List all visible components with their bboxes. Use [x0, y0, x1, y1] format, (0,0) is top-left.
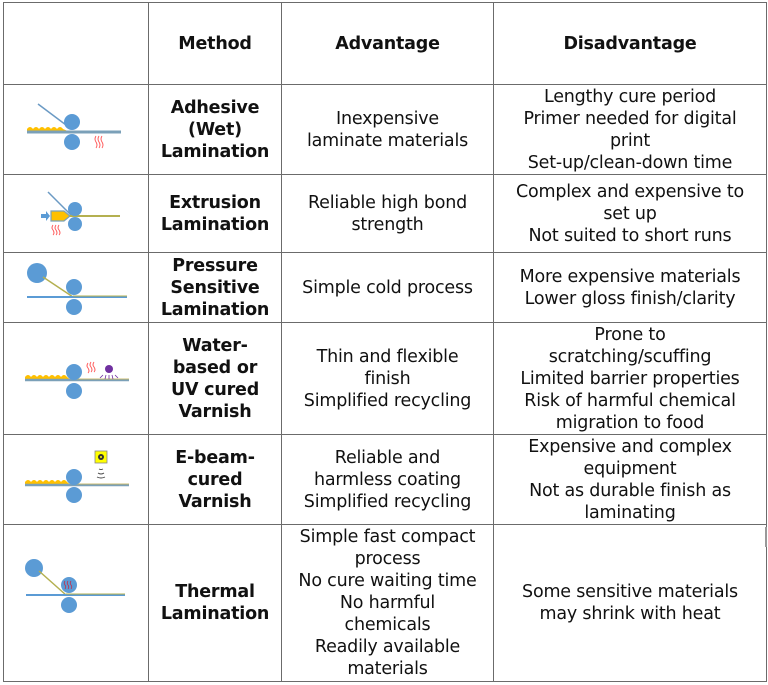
table-row: [4, 323, 767, 435]
method-cell: Adhesive (Wet) Lamination: [149, 85, 282, 175]
header-method: Method: [149, 3, 282, 85]
advantage-cell: Thin and flexible finish Simplified recycling: [282, 323, 494, 435]
disadvantage-cell: Expensive and complex equipment Not as durable finish as laminating: [494, 435, 767, 525]
method-cell: E-beam- cured Varnish: [149, 435, 282, 525]
advantage-cell: Reliable and harmless coating Simplified recycling: [282, 435, 494, 525]
disadvantage-cell: Prone to scratching/scuffing Limited barrier properties Risk of harmful chemical migration to food: [494, 323, 767, 435]
disadvantage-cell: Complex and expensive to set up Not suited to short runs: [494, 175, 767, 253]
header-disadvantage: Disadvantage: [494, 3, 767, 85]
method-cell: Extrusion Lamination: [149, 175, 282, 253]
thermal-lamination-diagram-icon: [21, 555, 131, 655]
header-advantage: Advantage: [282, 3, 494, 85]
advantage-cell: Simple cold process: [282, 253, 494, 323]
e-beam-varnish-diagram-icon: [21, 445, 131, 515]
disadvantage-cell: More expensive materials Lower gloss finish/clarity: [494, 253, 767, 323]
row-icon-cell: [4, 175, 149, 253]
row-icon-cell: [4, 85, 149, 175]
advantage-cell: Simple fast compact process No cure waiting time No harmful chemicals Readily available materials: [282, 525, 494, 682]
advantage-cell: Reliable high bond strength: [282, 175, 494, 253]
pressure-sensitive-lamination-diagram-icon: [21, 257, 131, 319]
disadvantage-cell: Lengthy cure period Primer needed for digital print Set-up/clean-down time: [494, 85, 767, 175]
row-icon-cell: [4, 323, 149, 435]
method-cell: Water- based or UV cured Varnish: [149, 323, 282, 435]
header-row: [4, 3, 767, 85]
method-cell: Pressure Sensitive Lamination: [149, 253, 282, 323]
scrollbar-thumb[interactable]: [765, 527, 767, 547]
adhesive-wet-lamination-diagram-icon: [26, 100, 126, 160]
lamination-methods-table: [3, 2, 767, 682]
header-icon: [4, 3, 149, 85]
table-row: [4, 525, 767, 682]
method-cell: Thermal Lamination: [149, 525, 282, 682]
row-icon-cell: [4, 525, 149, 682]
table-row: [4, 175, 767, 253]
row-icon-cell: [4, 435, 149, 525]
extrusion-lamination-diagram-icon: [26, 184, 126, 244]
table-row: [4, 435, 767, 525]
table-row: [4, 253, 767, 323]
water-uv-varnish-diagram-icon: [21, 349, 131, 409]
row-icon-cell: [4, 253, 149, 323]
table-row: [4, 85, 767, 175]
advantage-cell: Inexpensive laminate materials: [282, 85, 494, 175]
disadvantage-cell: Some sensitive materials may shrink with heat: [494, 525, 767, 682]
